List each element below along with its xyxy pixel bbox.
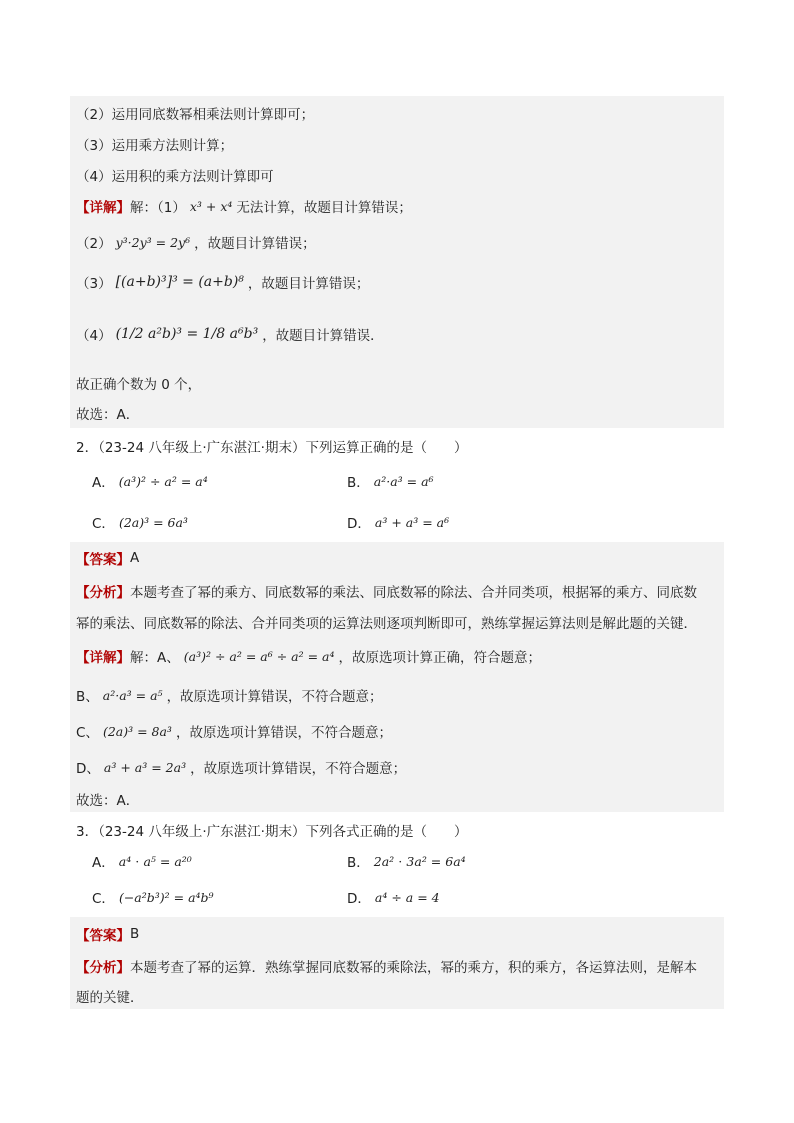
detail-prefix: C、 [76, 725, 99, 741]
detail-text: ，故题目计算错误； [194, 236, 316, 252]
choice-text: 故选：A． [76, 793, 140, 809]
formula: a²·a³ = a⁵ [102, 687, 163, 703]
formula: (1/2 a²b)³ = 1/8 a⁶b³ [115, 326, 259, 342]
answer-tag: 【答案】 [76, 928, 130, 944]
detail-intro: 解：（1） [130, 200, 186, 216]
detail-tag: 【详解】 [76, 650, 130, 666]
detail-prefix: D、 [76, 761, 100, 777]
choice-text: 故选：A． [76, 407, 140, 423]
option-formula: (2a)³ = 6a³ [118, 514, 188, 530]
analysis-text: 幂的乘法、同底数幂的除法、合并同类项的运算法则逐项判断即可，熟练掌握运算法则是解此题的关键． [76, 616, 697, 632]
detail-line-2 [76, 232, 316, 252]
q2-option-b [347, 471, 438, 491]
q3-answer-line [76, 924, 139, 944]
detail-prefix: 解：A、 [130, 650, 180, 666]
detail-line-4 [76, 324, 384, 344]
detail-prefix: B、 [76, 689, 99, 705]
choice-line [76, 403, 139, 423]
hint-text: （3）运用乘方法则计算； [76, 138, 234, 154]
q3-option-b [347, 851, 470, 871]
hint-text: （4）运用积的乘方法则计算即可 [76, 169, 274, 185]
q2-detail-a [76, 646, 541, 666]
detail-line-1 [76, 196, 412, 216]
analysis-tag: 【分析】 [76, 585, 130, 601]
formula: a³ + a³ = 2a³ [103, 759, 187, 775]
option-label: B． [347, 855, 370, 871]
option-formula: (−a²b³)² = a⁴b⁹ [118, 889, 214, 905]
option-formula: a⁴ ÷ a = 4 [374, 889, 440, 905]
option-formula: a²·a³ = a⁶ [373, 473, 434, 489]
q2-option-c [92, 512, 192, 532]
formula: x³ + x⁴ [189, 198, 233, 214]
analysis-text: 本题考查了幂的运算．熟练掌握同底数幂的乘除法，幂的乘方，积的乘方，各运算法则，是解本 [130, 960, 697, 976]
option-label: A． [92, 475, 115, 491]
answer-value: B [130, 926, 140, 942]
detail-text: ，故原选项计算正确，符合题意； [338, 650, 542, 666]
count-line [76, 373, 201, 393]
hint-line-2 [76, 103, 314, 123]
detail-text: ，故题目计算错误． [262, 328, 384, 344]
q3-analysis-line-1 [76, 956, 697, 976]
formula: (2a)³ = 8a³ [102, 723, 172, 739]
q3-analysis-line-2 [76, 986, 144, 1006]
count-text: 故正确个数为 0 个， [76, 377, 202, 393]
option-label: C． [92, 516, 115, 532]
hint-line-3 [76, 134, 233, 154]
q2-analysis-line-2 [76, 612, 697, 632]
detail-text: 无法计算，故题目计算错误； [236, 200, 412, 216]
option-label: B． [347, 475, 370, 491]
q2-answer-line [76, 548, 139, 568]
answer-value: A [130, 550, 140, 566]
option-formula: a³ + a³ = a⁶ [374, 514, 450, 530]
formula: y³·2y³ = 2y⁶ [115, 234, 191, 250]
analysis-text: 本题考查了幂的乘方、同底数幂的乘法、同底数幂的除法、合并同类项，根据幂的乘方、同底数 [130, 585, 697, 601]
formula: (a³)² ÷ a² = a⁶ ÷ a² = a⁴ [183, 648, 335, 664]
analysis-tag: 【分析】 [76, 960, 130, 976]
option-label: C． [92, 891, 115, 907]
q2-analysis-line-1 [76, 581, 697, 601]
question-3-title: 3．（23-24 八年级上·广东湛江·期末）下列各式正确的是（ ） [76, 824, 468, 840]
q2-detail-c [76, 721, 392, 741]
q2-option-d [347, 512, 453, 532]
q2-detail-b [76, 685, 383, 705]
option-label: D． [347, 891, 371, 907]
detail-text: ，故原选项计算错误，不符合题意； [166, 689, 383, 705]
detail-prefix: （3） [76, 276, 112, 292]
hint-line-4 [76, 165, 274, 185]
detail-line-3 [76, 272, 369, 292]
formula: [(a+b)³]³ = (a+b)⁸ [115, 274, 244, 290]
detail-prefix: （4） [76, 328, 112, 344]
option-formula: 2a² ⋅ 3a² = 6a⁴ [373, 853, 466, 869]
q3-option-a [92, 851, 196, 871]
option-formula: a⁴ ⋅ a⁵ = a²⁰ [118, 853, 192, 869]
answer-tag: 【答案】 [76, 552, 130, 568]
detail-tag: 【详解】 [76, 200, 130, 216]
detail-text: ，故题目计算错误； [247, 276, 370, 292]
detail-text: ，故原选项计算错误，不符合题意； [175, 725, 392, 741]
q2-detail-d [76, 757, 406, 777]
detail-prefix: （2） [76, 236, 112, 252]
hint-text: （2）运用同底数幂相乘法则计算即可； [76, 107, 315, 123]
question-2-title: 2．（23-24 八年级上·广东湛江·期末）下列运算正确的是（ ） [76, 440, 468, 456]
q2-choice-line [76, 789, 139, 809]
q3-option-d [347, 887, 444, 907]
option-formula: (a³)² ÷ a² = a⁴ [118, 473, 208, 489]
analysis-text: 题的关键． [76, 990, 144, 1006]
detail-text: ，故原选项计算错误，不符合题意； [190, 761, 407, 777]
q2-option-a [92, 471, 212, 491]
q3-option-c [92, 887, 218, 907]
option-label: D． [347, 516, 371, 532]
option-label: A． [92, 855, 115, 871]
